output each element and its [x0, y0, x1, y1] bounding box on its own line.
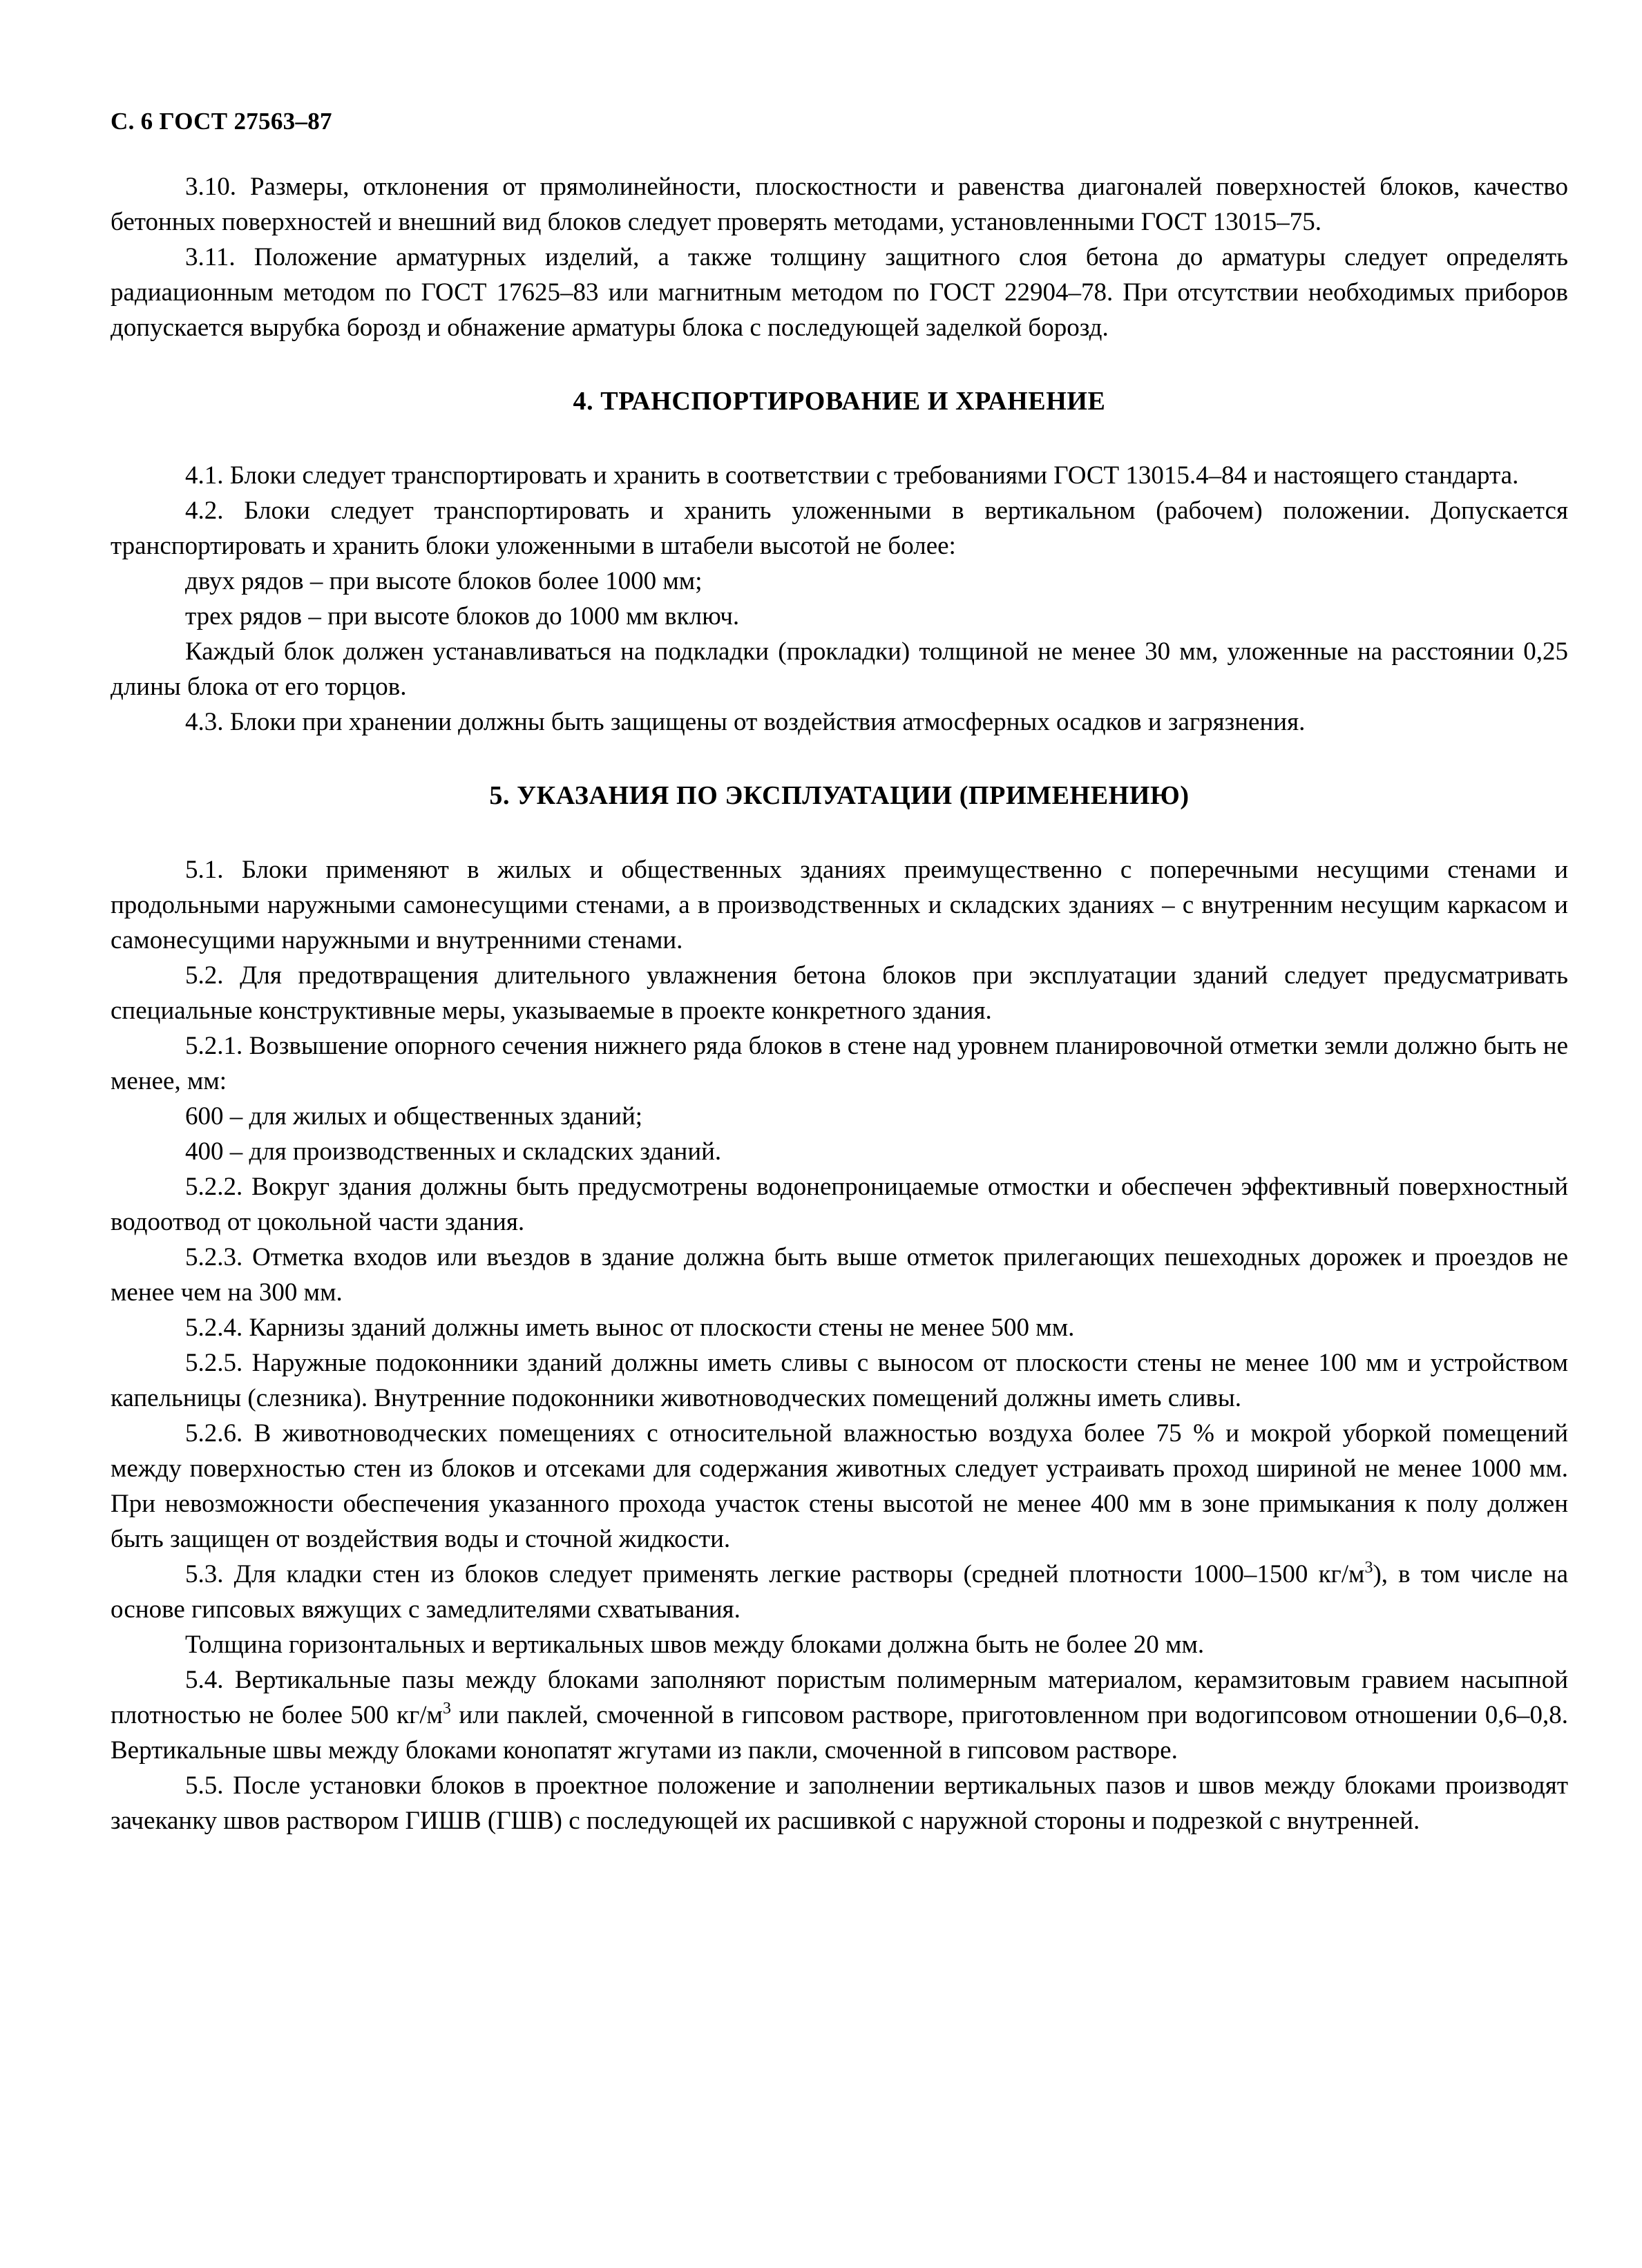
paragraph-5-3-joints: Толщина горизонтальных и вертикальных швов между блоками должна быть не более 20 мм. — [185, 1631, 1205, 1659]
paragraph-3-10: 3.10. Размеры, отклонения от прямолинейности, плоскостности и равенства диагоналей поверхностей блоков, качество бетонных поверхностей и внешний вид блоков следует проверять методами, установленными ГОСТ 13015–75. — [111, 173, 1568, 236]
paragraph-5-2-5: 5.2.5. Наружные подоконники зданий должны иметь сливы с выносом от плоскости стены не менее 100 мм и устройством капельницы (слезника). Внутренние подоконники животноводческих помещений должны иметь сливы. — [111, 1349, 1568, 1412]
paragraph-5-3-text-b: ), в том числе на основе гипсовых вяжущих с замедлителями схватывания. — [111, 1560, 1568, 1624]
paragraph-5-2-3: 5.2.3. Отметка входов или въездов в здание должна быть выше отметок прилегающих пешеходных дорожек и проездов не менее чем на 300 мм. — [111, 1243, 1568, 1307]
document-page — [111, 104, 1568, 1838]
paragraph-5-2-2: 5.2.2. Вокруг здания должны быть предусмотрены водонепроницаемые отмостки и обеспечен эффективный поверхностный водоотвод от цокольной части здания. — [111, 1173, 1568, 1236]
paragraph-5-2-4: 5.2.4. Карнизы зданий должны иметь вынос от плоскости стены не менее 500 мм. — [185, 1314, 1075, 1342]
superscript-3: 3 — [442, 1700, 451, 1718]
list-item-400: 400 – для производственных и складских зданий. — [185, 1137, 722, 1166]
list-item-two-rows: двух рядов – при высоте блоков более 1000 мм; — [185, 567, 703, 595]
page-header: С. 6 ГОСТ 27563–87 — [111, 108, 332, 135]
paragraph-5-3 — [111, 1557, 1568, 1627]
section-4-title: 4. ТРАНСПОРТИРОВАНИЕ И ХРАНЕНИЕ — [573, 387, 1106, 416]
paragraph-4-1: 4.1. Блоки следует транспортировать и хранить в соответствии с требованиями ГОСТ 13015.4–84 и настоящего стандарта. — [185, 461, 1519, 490]
paragraph-5-2-6: 5.2.6. В животноводческих помещениях с относительной влажностью воздуха более 75 % и мокрой уборкой помещений между поверхностью стен из блоков и отсеками для содержания животных следует устраивать проход шириной не менее 1000 мм. При невозможности обеспечения указанного прохода участок стены высотой не менее 400 мм в зоне примыкания к полу должен быть защищен от воздействия воды и сточной жидкости. — [111, 1419, 1568, 1553]
paragraph-4-2: 4.2. Блоки следует транспортировать и хранить уложенными в вертикальном (рабочем) положении. Допускается транспортировать и хранить блоки уложенными в штабели высотой не более: — [111, 497, 1568, 560]
paragraph-5-1: 5.1. Блоки применяют в жилых и общественных зданиях преимущественно с поперечными несущими стенами и продольными наружными самонесущими стенами, а в производственных и складских зданиях – с внутренним несущим каркасом и самонесущими наружными и внутренними стенами. — [111, 856, 1568, 954]
paragraph-5-2-1: 5.2.1. Возвышение опорного сечения нижнего ряда блоков в стене над уровнем планировочной отметки земли должно быть не менее, мм: — [111, 1032, 1568, 1095]
paragraph-4-2-supports: Каждый блок должен устанавливаться на подкладки (прокладки) толщиной не менее 30 мм, уложенные на расстоянии 0,25 длины блока от его торцов. — [111, 637, 1568, 701]
paragraph-4-3: 4.3. Блоки при хранении должны быть защищены от воздействия атмосферных осадков и загрязнения. — [185, 708, 1306, 736]
paragraph-3-11: 3.11. Положение арматурных изделий, а также толщину защитного слоя бетона до арматуры следует определять радиационным методом по ГОСТ 17625–83 или магнитным методом по ГОСТ 22904–78. При отсутствии необходимых приборов допускается вырубка борозд и обнажение арматуры блока с последующей заделкой борозд. — [111, 243, 1568, 342]
paragraph-5-4-text-b: или паклей, смоченной в гипсовом растворе, приготовленном при водогипсовом отношении 0,6–0,8. Вертикальные швы между блоками конопатят жгутами из пакли, смоченной в гипсовом растворе. — [111, 1701, 1568, 1765]
section-5-title: 5. УКАЗАНИЯ ПО ЭКСПЛУАТАЦИИ (ПРИМЕНЕНИЮ) — [489, 781, 1190, 810]
paragraph-5-4-text-a: 5.4. Вертикальные пазы между блоками заполняют пористым полимерным материалом, керамзитовым гравием насыпной плотностью не более 500 кг/м — [111, 1666, 1568, 1729]
paragraph-5-3-text-a: 5.3. Для кладки стен из блоков следует применять легкие растворы (средней плотности 1000–1500 кг/м — [185, 1560, 1365, 1588]
paragraph-5-4 — [111, 1662, 1568, 1768]
superscript-3: 3 — [1364, 1559, 1373, 1577]
list-item-three-rows: трех рядов – при высоте блоков до 1000 мм включ. — [185, 602, 740, 631]
paragraph-5-5: 5.5. После установки блоков в проектное положение и заполнении вертикальных пазов и швов между блоками производят зачеканку швов раствором ГИШВ (ГШВ) с последующей их расшивкой с наружной стороны и подрезкой с внутренней. — [111, 1771, 1568, 1835]
paragraph-5-2: 5.2. Для предотвращения длительного увлажнения бетона блоков при эксплуатации зданий следует предусматривать специальные конструктивные меры, указываемые в проекте конкретного здания. — [111, 961, 1568, 1025]
list-item-600: 600 – для жилых и общественных зданий; — [185, 1102, 643, 1131]
